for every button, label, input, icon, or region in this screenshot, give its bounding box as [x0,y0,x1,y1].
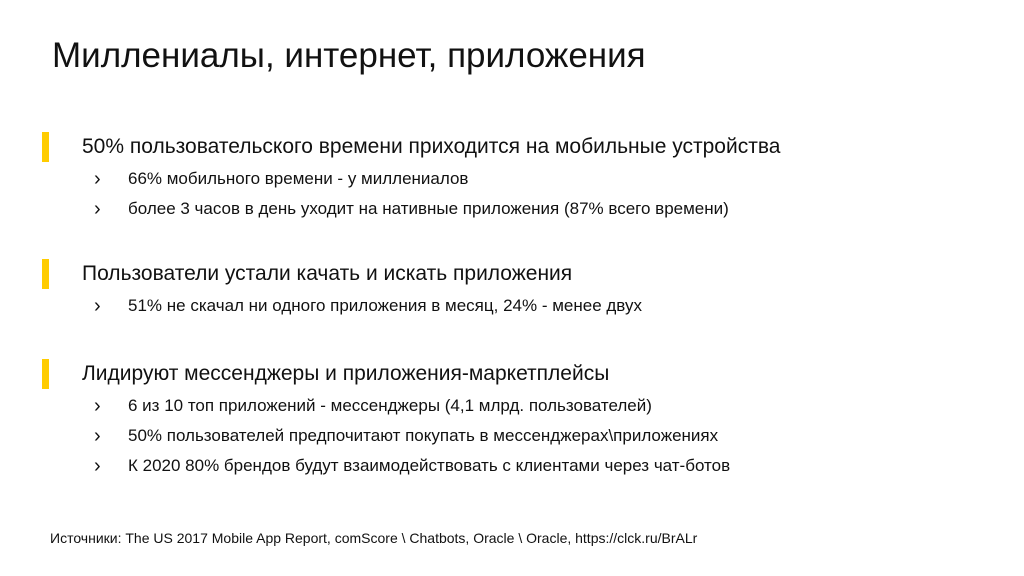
chevron-right-icon: › [94,198,101,220]
accent-bar [42,132,49,162]
list-item-text: более 3 часов в день уходит на нативные приложения (87% всего времени) [128,199,729,218]
section-heading: 50% пользовательского времени приходится на мобильные устройства [82,135,781,158]
section-heading: Пользователи устали качать и искать приложения [82,262,573,285]
list-item-text: К 2020 80% брендов будут взаимодействовать с клиентами через чат-ботов [128,456,731,475]
section-heading-row [42,128,1002,164]
chevron-right-icon: › [94,395,101,417]
list-item-text: 66% мобильного времени - у миллениалов [128,169,469,188]
chevron-right-icon: › [94,295,101,317]
list-item-text: 50% пользователей предпочитают покупать в мессенджерах\приложениях [128,426,719,445]
slide-title: Миллениалы, интернет, приложения [52,36,646,75]
section-heading-row [42,355,1002,391]
list-item [42,421,1002,451]
section-app-fatigue [42,255,1002,321]
list-item-text: 6 из 10 топ приложений - мессенджеры (4,1 млрд. пользователей) [128,396,652,415]
accent-bar [42,359,49,389]
section-heading-row [42,255,1002,291]
list-item [42,194,1002,224]
section-messengers [42,355,1002,481]
chevron-right-icon: › [94,425,101,447]
list-item [42,451,1002,481]
section-heading: Лидируют мессенджеры и приложения-маркетплейсы [82,362,610,385]
section-mobile-time [42,128,1002,224]
accent-bar [42,259,49,289]
list-item [42,391,1002,421]
chevron-right-icon: › [94,455,101,477]
list-item [42,291,1002,321]
chevron-right-icon: › [94,168,101,190]
list-item-text: 51% не скачал ни одного приложения в месяц, 24% - менее двух [128,296,642,315]
list-item [42,164,1002,194]
sources-footnote: Источники: The US 2017 Mobile App Report, comScore \ Chatbots, Oracle \ Oracle, https://clck.ru/BrALr [50,530,698,546]
